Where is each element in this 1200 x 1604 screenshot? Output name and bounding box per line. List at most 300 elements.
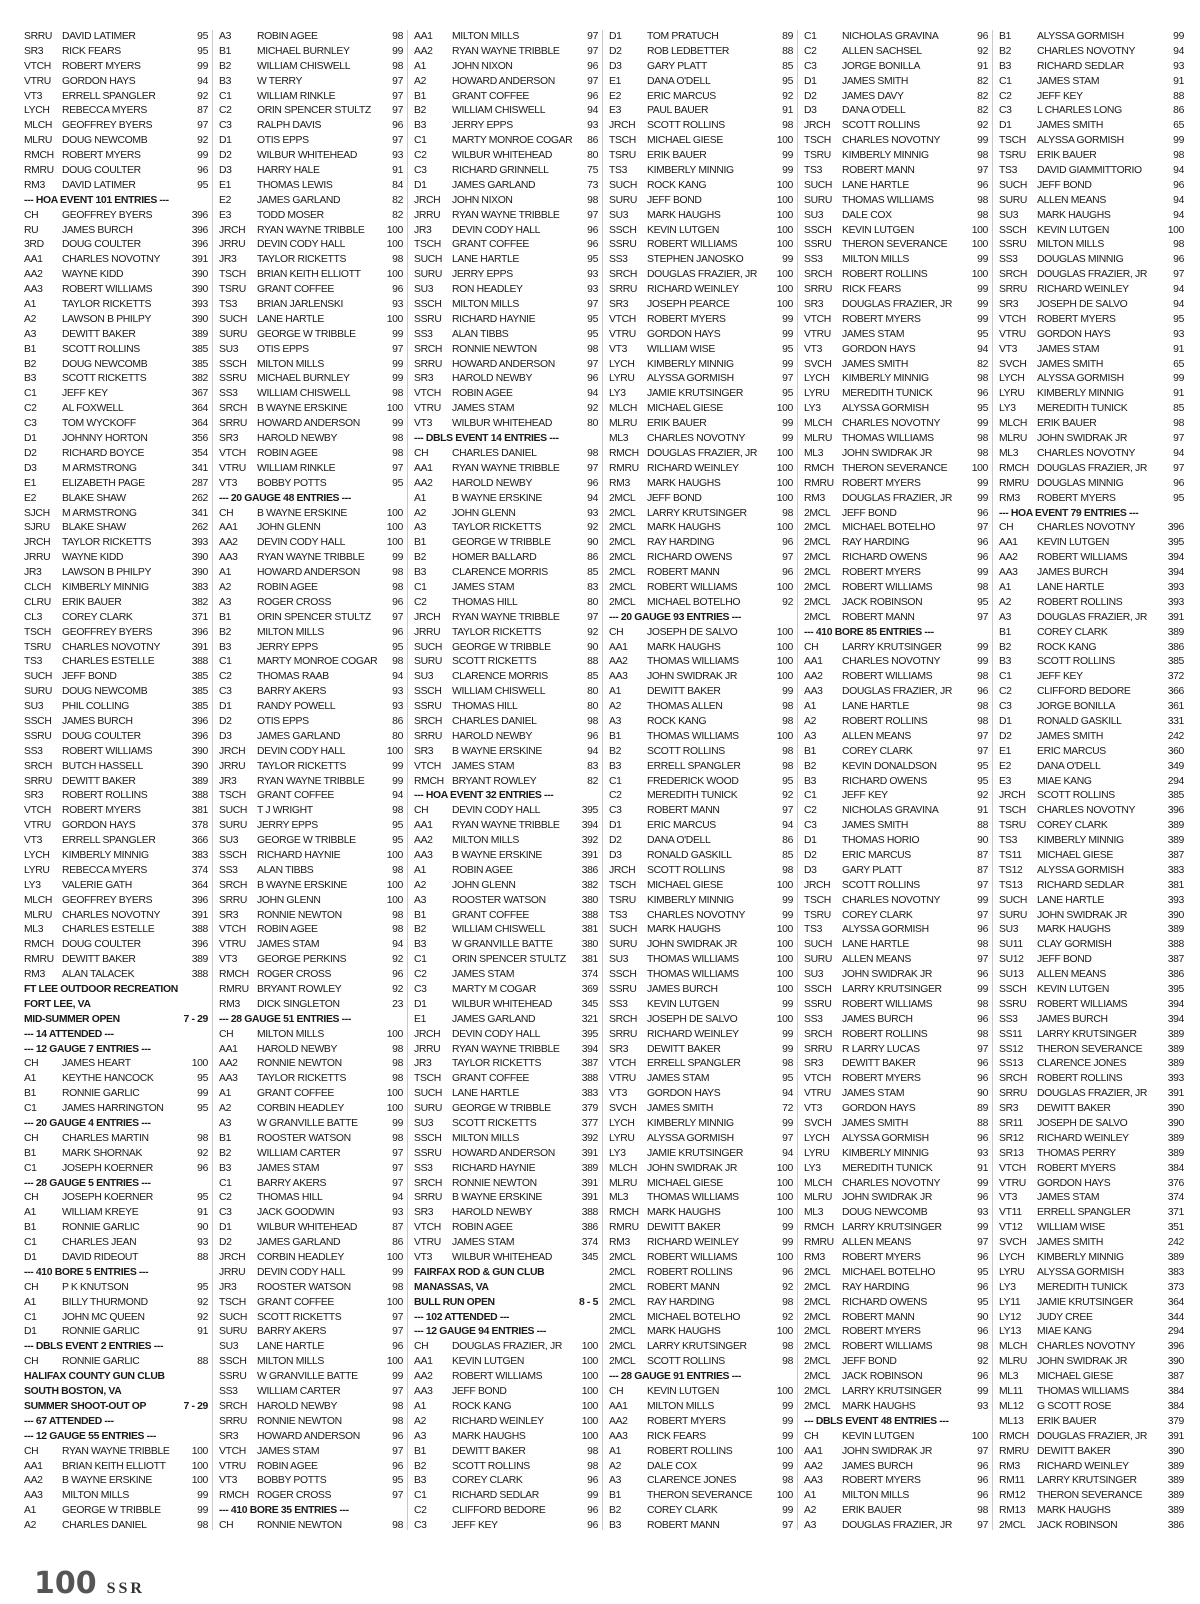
shooter-name: LANE HARTLE: [452, 1088, 519, 1100]
result-row: [414, 1132, 598, 1147]
class-code: VTRU: [414, 403, 441, 415]
class-code: SSCH: [804, 224, 832, 236]
club-header-text: HALIFAX COUNTY GUN CLUB: [24, 1371, 165, 1383]
result-row: [24, 1191, 208, 1206]
class-code: B2: [414, 924, 427, 936]
class-code: B3: [414, 567, 427, 579]
class-code: C3: [609, 805, 622, 817]
score: 396: [1167, 805, 1184, 817]
shooter-name: DOUG COULTER: [62, 239, 141, 251]
shooter-name: RICHARD WEINLEY: [647, 1237, 739, 1249]
class-code: 2MCL: [609, 1311, 636, 1323]
result-row: [804, 730, 988, 745]
class-code: LYCH: [24, 849, 50, 861]
shooter-name: CHARLES NOVOTNY: [1037, 447, 1136, 459]
class-code: AA3: [219, 552, 238, 564]
result-row: [609, 194, 793, 209]
result-row: [999, 372, 1184, 387]
score: 90: [197, 1222, 208, 1234]
score: 96: [977, 1281, 988, 1293]
score: 96: [977, 969, 988, 981]
score: 97: [1173, 462, 1184, 474]
class-code: SRCH: [219, 879, 248, 891]
class-code: SSRU: [414, 701, 442, 713]
score: 86: [587, 552, 598, 564]
score: 96: [977, 388, 988, 400]
result-row: [804, 417, 988, 432]
result-row: [804, 745, 988, 760]
result-row: [609, 1445, 793, 1460]
shooter-name: ERRELL SPANGLER: [647, 760, 741, 772]
score: 95: [782, 343, 793, 355]
result-row: [609, 507, 793, 522]
class-code: SS3: [804, 254, 823, 266]
class-code: RMCH: [804, 462, 834, 474]
class-code: RMCH: [804, 1222, 834, 1234]
score: 96: [587, 730, 598, 742]
class-code: TS3: [804, 165, 823, 177]
result-row: [414, 804, 598, 819]
score: 96: [587, 1520, 598, 1530]
result-row: [24, 1355, 208, 1370]
shooter-name: JAMES STAM: [1037, 75, 1100, 87]
score: 356: [191, 433, 208, 445]
class-code: CH: [24, 1281, 39, 1293]
class-code: VTCH: [414, 1222, 441, 1234]
class-code: SS13: [999, 1058, 1024, 1070]
score: 89: [782, 31, 793, 42]
class-code: SU12: [999, 954, 1024, 966]
score: 390: [1167, 1445, 1184, 1457]
result-row: [414, 536, 598, 551]
result-row: [219, 1430, 403, 1445]
result-row: [999, 566, 1184, 581]
class-code: SURU: [804, 954, 833, 966]
score: 90: [587, 537, 598, 549]
result-row: [219, 1117, 403, 1132]
score: 96: [392, 1341, 403, 1353]
result-row: [804, 596, 988, 611]
result-row: [24, 1147, 208, 1162]
result-row: [999, 1087, 1184, 1102]
result-row: [804, 1370, 988, 1385]
class-code: D1: [414, 998, 427, 1010]
shooter-name: B WAYNE ERSKINE: [452, 492, 543, 504]
class-code: CH: [24, 209, 39, 221]
result-row: [609, 536, 793, 551]
result-row: [804, 238, 988, 253]
shooter-name: ALYSSA GORMISH: [1037, 373, 1124, 385]
score: 95: [782, 75, 793, 87]
result-row: [219, 1087, 403, 1102]
score: 390: [1167, 1356, 1184, 1368]
result-row: [804, 1057, 988, 1072]
shooter-name: TOM WYCKOFF: [62, 418, 136, 430]
event-header-text: --- 28 GAUGE 51 ENTRIES ---: [219, 1013, 351, 1025]
score: 85: [782, 60, 793, 72]
shooter-name: ROBERT WILLIAMS: [842, 581, 933, 593]
score: 97: [977, 745, 988, 757]
result-row: [609, 983, 793, 998]
result-row: [219, 1385, 403, 1400]
score: 94: [587, 745, 598, 757]
result-row: [804, 1087, 988, 1102]
class-code: TSRU: [804, 909, 831, 921]
score: 95: [392, 641, 403, 653]
class-code: SSRU: [999, 239, 1027, 251]
score: 97: [392, 1326, 403, 1338]
class-code: RMRU: [804, 1237, 834, 1249]
shooter-name: JEFF BOND: [647, 194, 702, 206]
result-row: [804, 60, 988, 75]
result-row: [609, 238, 793, 253]
score: 393: [1167, 581, 1184, 593]
shooter-name: JOHN NIXON: [452, 194, 513, 206]
score: 390: [1167, 1118, 1184, 1130]
class-code: A2: [24, 313, 37, 325]
shooter-name: DEWITT BAKER: [842, 1058, 916, 1070]
shooter-name: THOMAS LEWIS: [257, 179, 333, 191]
score: 390: [191, 760, 208, 772]
score: 386: [581, 1222, 598, 1234]
shooter-name: STEPHEN JANOSKO: [647, 254, 744, 266]
class-code: SU3: [609, 954, 629, 966]
class-code: B3: [219, 75, 232, 87]
class-code: 2MCL: [609, 1356, 636, 1368]
score: 96: [977, 1475, 988, 1487]
shooter-name: JAMES SMITH: [842, 820, 909, 832]
class-code: MLCH: [24, 894, 53, 906]
score: 91: [1173, 343, 1184, 355]
class-code: TSCH: [804, 894, 831, 906]
shooter-name: ELIZABETH PAGE: [62, 477, 145, 489]
class-code: LY3: [609, 1147, 626, 1159]
event-header-text: --- 410 BORE 85 ENTRIES ---: [804, 626, 934, 638]
class-code: SURU: [24, 686, 53, 698]
class-code: AA1: [609, 1400, 628, 1412]
score: 98: [977, 671, 988, 683]
shooter-name: THOMAS HILL: [452, 596, 518, 608]
result-row: [804, 224, 988, 239]
score: 364: [191, 403, 208, 415]
score: 99: [392, 328, 403, 340]
event-header-text: --- DBLS EVENT 48 ENTRIES ---: [804, 1415, 949, 1427]
class-code: B1: [24, 1222, 37, 1234]
score: 341: [191, 462, 208, 474]
result-row: [609, 283, 793, 298]
class-code: CH: [219, 507, 234, 519]
score: 100: [581, 1356, 598, 1368]
shooter-name: RYAN WAYNE TRIBBLE: [257, 224, 365, 236]
score: 100: [386, 537, 403, 549]
score: 96: [1173, 179, 1184, 191]
score: 99: [392, 1266, 403, 1278]
result-row: [219, 1028, 403, 1043]
result-row: [999, 1415, 1184, 1430]
score: 98: [782, 760, 793, 772]
class-code: SURU: [219, 328, 248, 340]
shooter-name: PAUL BAUER: [647, 105, 709, 117]
score: 91: [782, 105, 793, 117]
class-code: ML3: [609, 433, 629, 445]
result-row: [804, 134, 988, 149]
shooter-name: ROBERT ROLLINS: [1037, 1073, 1123, 1085]
result-row: [414, 268, 598, 283]
shooter-name: CHARLES ESTELLE: [62, 656, 155, 668]
score: 23: [392, 998, 403, 1010]
score: 389: [1167, 1490, 1184, 1502]
class-code: SS3: [219, 864, 238, 876]
shooter-name: JERRY EPPS: [452, 269, 513, 281]
score: 394: [1167, 567, 1184, 579]
result-row: [609, 1340, 793, 1355]
score: 364: [1167, 1296, 1184, 1308]
result-row: [219, 164, 403, 179]
shooter-name: JAMES STAM: [452, 581, 515, 593]
shooter-name: JOSEPH KOERNER: [62, 1162, 153, 1174]
event-header-text: --- HOA EVENT 101 ENTRIES ---: [24, 194, 169, 206]
shooter-name: SCOTT RICKETTS: [257, 1311, 342, 1323]
shooter-name: MILTON MILLS: [257, 626, 325, 638]
class-code: A1: [24, 1505, 37, 1517]
class-code: C2: [804, 45, 817, 57]
score: 97: [977, 1445, 988, 1457]
class-code: LY3: [609, 388, 626, 400]
score: 99: [782, 1118, 793, 1130]
score: 97: [587, 611, 598, 623]
class-code: MLCH: [999, 418, 1028, 430]
shooter-name: BLAKE SHAW: [62, 522, 126, 534]
result-row: [804, 1043, 988, 1058]
result-row: [804, 1489, 988, 1504]
result-row: [804, 1147, 988, 1162]
class-code: TS3: [999, 835, 1018, 847]
class-code: VT11: [999, 1207, 1022, 1219]
event-header-text: --- 12 GAUGE 55 ENTRIES ---: [24, 1430, 156, 1442]
score: 385: [191, 701, 208, 713]
shooter-name: JEFF KEY: [1037, 671, 1083, 683]
result-row: [414, 775, 598, 790]
class-code: AA2: [804, 1460, 823, 1472]
shooter-name: MEREDITH TUNICK: [647, 790, 738, 802]
result-row: [609, 581, 793, 596]
class-code: SSCH: [219, 358, 247, 370]
shooter-name: MARK HAUGHS: [647, 209, 721, 221]
result-row: [804, 804, 988, 819]
score: 393: [1167, 894, 1184, 906]
shooter-name: JEFF KEY: [842, 790, 888, 802]
class-code: VTRU: [24, 820, 51, 832]
club-header: [24, 1370, 208, 1385]
result-row: [24, 923, 208, 938]
score: 390: [191, 284, 208, 296]
shooter-name: WILLIAM RINKLE: [257, 462, 336, 474]
class-code: AA2: [24, 269, 43, 281]
result-row: [414, 149, 598, 164]
result-row: [804, 1236, 988, 1251]
class-code: CH: [24, 1058, 39, 1070]
result-row: [609, 1519, 793, 1530]
score: 388: [191, 656, 208, 668]
class-code: D2: [999, 730, 1012, 742]
shooter-name: JEFF BOND: [647, 492, 702, 504]
score: 99: [782, 1028, 793, 1040]
score: 364: [191, 418, 208, 430]
shooter-name: DEWITT BAKER: [452, 1445, 526, 1457]
shooter-name: JEFF BOND: [1037, 954, 1092, 966]
result-row: [804, 775, 988, 790]
result-row: [24, 149, 208, 164]
score: 390: [191, 567, 208, 579]
class-code: VT3: [999, 343, 1018, 355]
result-row: [414, 849, 598, 864]
shooter-name: RICHARD OWENS: [842, 552, 927, 564]
class-code: C3: [414, 1520, 427, 1530]
class-code: JRCH: [804, 879, 831, 891]
score: 96: [197, 1162, 208, 1174]
score: 92: [587, 626, 598, 638]
result-row: [804, 834, 988, 849]
result-row: [999, 1325, 1184, 1340]
class-code: SS3: [999, 254, 1018, 266]
class-code: CLCH: [24, 581, 51, 593]
event-header-text: --- 67 ATTENDED ---: [24, 1415, 114, 1427]
class-code: LYCH: [804, 1132, 830, 1144]
shooter-name: GORDON HAYS: [647, 1088, 721, 1100]
event-header-text: --- 102 ATTENDED ---: [414, 1311, 510, 1323]
shooter-name: RALPH DAVIS: [257, 120, 322, 132]
result-row: [804, 1177, 988, 1192]
class-code: D1: [24, 1252, 37, 1264]
result-row: [24, 1311, 208, 1326]
score: 98: [392, 656, 403, 668]
result-row: [999, 581, 1184, 596]
result-row: [414, 745, 598, 760]
score: 95: [782, 388, 793, 400]
shooter-name: COREY CLARK: [842, 745, 913, 757]
shooter-name: JAMES SMITH: [842, 1118, 909, 1130]
class-code: 2MCL: [609, 596, 636, 608]
score: 99: [782, 909, 793, 921]
class-code: SR3: [804, 299, 824, 311]
shooter-name: ERIK BAUER: [62, 596, 122, 608]
shooter-name: VALERIE GATH: [62, 879, 132, 891]
score: 97: [392, 343, 403, 355]
shooter-name: DEVIN CODY HALL: [257, 239, 346, 251]
class-code: JRCH: [414, 194, 441, 206]
score: 82: [977, 90, 988, 102]
result-row: [219, 75, 403, 90]
score: 96: [977, 1058, 988, 1070]
shooter-name: WILLIAM WISE: [647, 343, 715, 355]
club-header-text: BULL RUN OPEN: [414, 1296, 495, 1308]
shooter-name: KIMBERLY MINNIG: [842, 1147, 929, 1159]
score: 96: [392, 1430, 403, 1442]
score: 99: [782, 165, 793, 177]
shooter-name: RONNIE NEWTON: [257, 909, 342, 921]
class-code: C1: [804, 790, 817, 802]
results-page: [18, 30, 1190, 1530]
shooter-name: JAMES STAM: [257, 939, 320, 951]
class-code: SRRU: [24, 31, 53, 42]
shooter-name: GEORGE PERKINS: [257, 954, 347, 966]
score: 96: [587, 373, 598, 385]
class-code: B1: [804, 745, 817, 757]
event-header: [804, 1415, 988, 1430]
class-code: D1: [999, 120, 1012, 132]
result-row: [999, 1057, 1184, 1072]
class-code: SSRU: [414, 1147, 442, 1159]
shooter-name: RICHARD WEINLEY: [1037, 1460, 1129, 1472]
score: 95: [197, 1103, 208, 1115]
result-row: [219, 417, 403, 432]
shooter-name: RONNIE NEWTON: [257, 1415, 342, 1427]
class-code: VTCH: [414, 760, 441, 772]
shooter-name: MARTY M COGAR: [452, 984, 536, 995]
score: 100: [776, 284, 793, 296]
class-code: 2MCL: [804, 1326, 831, 1338]
score: 389: [1167, 626, 1184, 638]
result-row: [609, 45, 793, 60]
result-row: [999, 1117, 1184, 1132]
class-code: AA3: [804, 686, 823, 698]
result-row: [609, 343, 793, 358]
shooter-name: RICHARD WEINLEY: [452, 1415, 544, 1427]
score: 100: [776, 209, 793, 221]
score: 100: [386, 879, 403, 891]
score: 93: [977, 1400, 988, 1412]
result-row: [804, 1504, 988, 1519]
class-code: RMCH: [219, 1490, 249, 1502]
class-code: TS3: [219, 299, 238, 311]
class-code: LY3: [24, 879, 41, 891]
score: 97: [587, 31, 598, 42]
score: 100: [776, 447, 793, 459]
shooter-name: RICHARD HAYNIE: [452, 313, 536, 325]
score: 96: [197, 165, 208, 177]
score: 100: [776, 1445, 793, 1457]
class-code: SURU: [609, 939, 638, 951]
class-code: SVCH: [804, 358, 832, 370]
result-row: [414, 521, 598, 536]
class-code: C3: [414, 984, 427, 995]
score: 91: [1173, 75, 1184, 87]
result-row: [24, 655, 208, 670]
class-code: SSCH: [609, 224, 637, 236]
class-code: SU3: [999, 209, 1019, 221]
shooter-name: MICHAEL GIESE: [647, 135, 723, 147]
shooter-name: WILBUR WHITEHEAD: [257, 150, 358, 162]
shooter-name: ROBERT MYERS: [842, 1326, 921, 1338]
score: 99: [782, 998, 793, 1010]
result-row: [414, 119, 598, 134]
shooter-name: JEFF KEY: [62, 388, 108, 400]
shooter-name: WILLIAM RINKLE: [257, 90, 336, 102]
result-row: [219, 1251, 403, 1266]
shooter-name: JOHN SWIDRAK JR: [647, 671, 738, 683]
class-code: A1: [24, 1296, 37, 1308]
shooter-name: NICHOLAS GRAVINA: [842, 805, 939, 817]
score: 98: [392, 909, 403, 921]
class-code: D1: [609, 31, 622, 42]
result-row: [219, 521, 403, 536]
shooter-name: JAMES DAVY: [842, 90, 904, 102]
class-code: AA2: [804, 671, 823, 683]
result-row: [414, 283, 598, 298]
shooter-name: DEVIN CODY HALL: [257, 1266, 346, 1278]
shooter-name: ERIK BAUER: [1037, 1415, 1097, 1427]
class-code: B1: [609, 730, 622, 742]
